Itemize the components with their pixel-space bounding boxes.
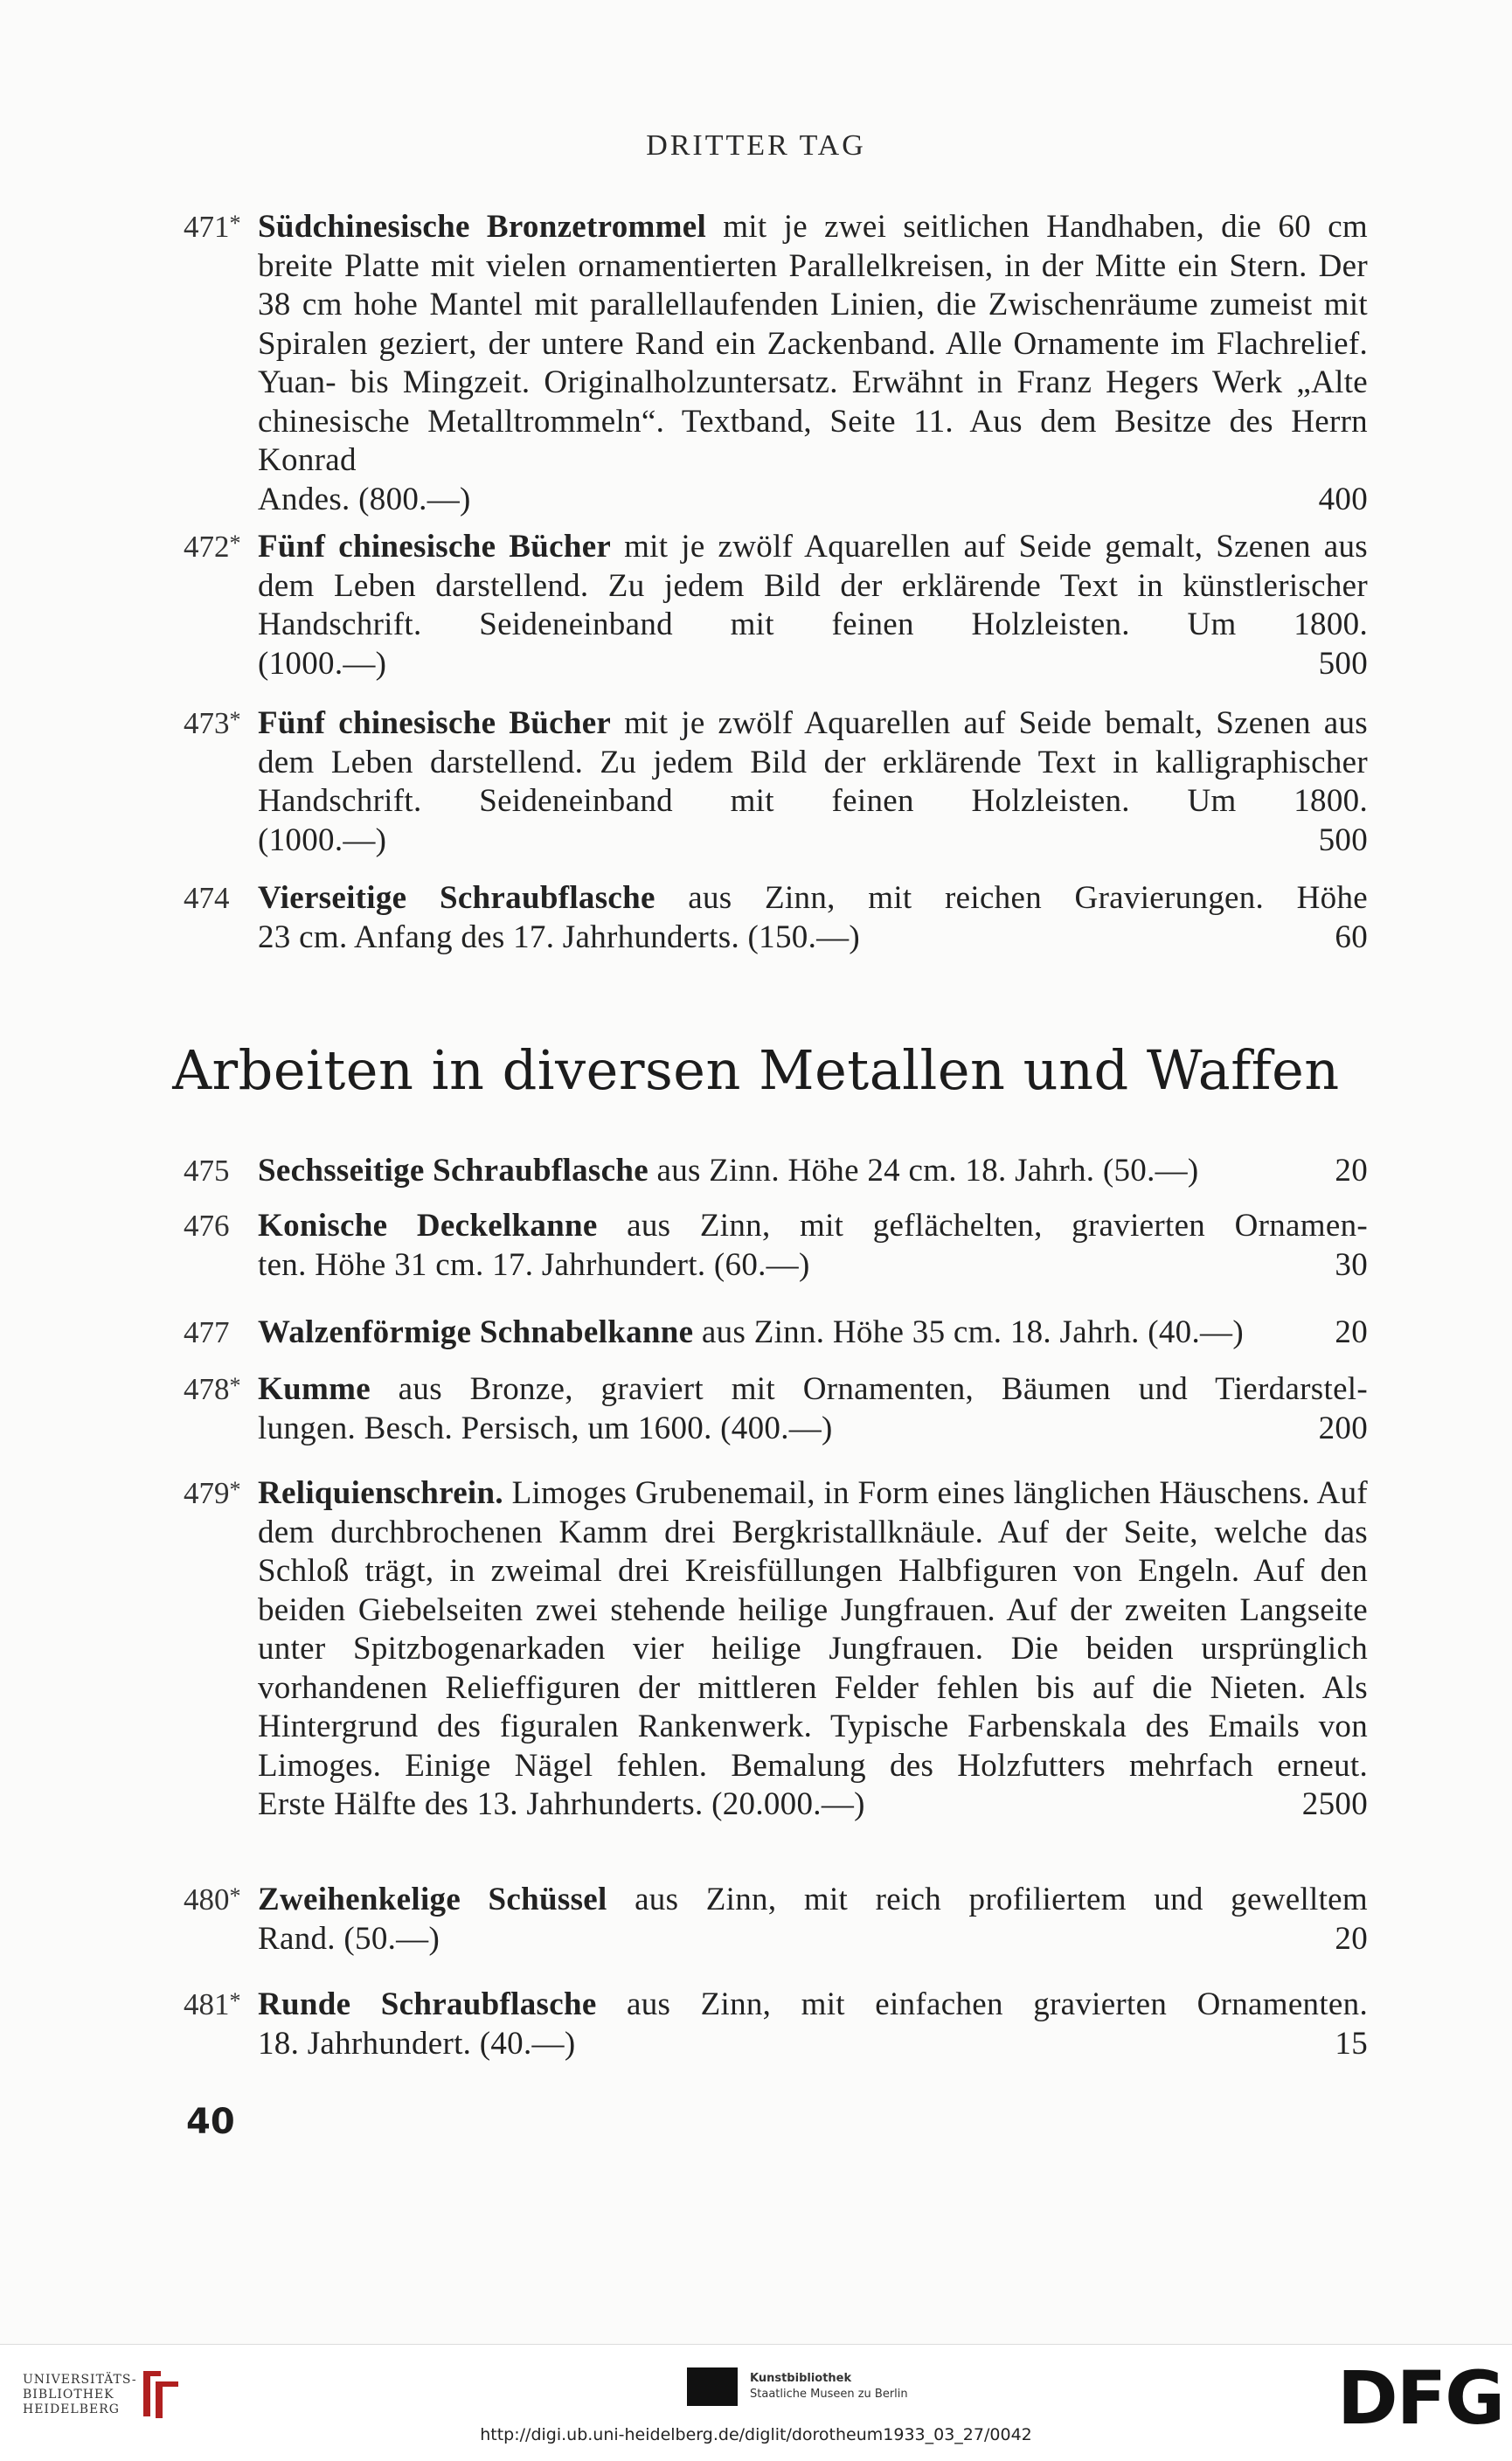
lot-title: Walzenförmige Schnabelkanne: [258, 1314, 694, 1350]
lot-last-line: [258, 1314, 1368, 1353]
lot-text-body: mit je zwölf Aquarellen auf Seide gemalt, Szenen aus dem Leben darstellend. Zu jedem Bild der erklärende Text in künstlerischer Handschrift. Seideneinband mit feinen Holzleisten. Um 1800.: [258, 529, 1369, 642]
lot-description: [258, 704, 1368, 860]
lot-last-line-text: Andes. (800.—): [258, 481, 471, 517]
ub-logo-line: HEIDELBERG: [23, 2402, 120, 2416]
lot-number: [184, 1314, 253, 1353]
lot-last-line-text: Rand. (50.—): [258, 1920, 440, 1957]
catalog-entry: [184, 1370, 1368, 1448]
lot-last-line: [258, 481, 1368, 520]
lot-text: [258, 1370, 1368, 1410]
lot-text-body: aus Zinn, mit einfachen gravierten Ornamenten.: [596, 1986, 1368, 2022]
lot-description: [258, 1881, 1368, 1958]
lot-price: 2500: [1301, 1786, 1368, 1822]
lot-number-value: 473: [184, 706, 230, 740]
lot-number: [184, 208, 253, 247]
lot-price: 400: [1318, 481, 1368, 517]
lot-number-value: 472: [184, 530, 230, 564]
lot-star-mark: *: [229, 1883, 241, 1909]
catalog-entry: [184, 1474, 1368, 1825]
dfg-logo: DFG: [1337, 2355, 1504, 2441]
lot-star-mark: *: [229, 707, 241, 732]
lot-description: [258, 528, 1368, 683]
lot-star-mark: *: [229, 1477, 241, 1502]
lot-title: Runde Schraubflasche: [258, 1986, 597, 2022]
lot-price: 20: [1335, 1920, 1368, 1957]
lot-star-mark: *: [229, 1373, 241, 1398]
lot-last-line-text: 23 cm. Anfang des 17. Jahrhunderts. (150.—): [258, 919, 861, 955]
ub-heidelberg-logo[interactable]: [23, 2373, 137, 2417]
lot-number-value: 477: [184, 1315, 230, 1349]
lot-title: Zweihenkelige Schüssel: [258, 1882, 607, 1917]
lot-price: 60: [1335, 919, 1368, 955]
lot-text-body: aus Zinn, mit reichen Gravierungen. Höhe: [655, 880, 1368, 916]
lot-title: Kumme: [258, 1371, 371, 1407]
lot-price: 500: [1318, 821, 1368, 858]
catalog-entry: [184, 1207, 1368, 1285]
lot-price: 500: [1318, 645, 1368, 682]
lot-description: [258, 1986, 1368, 2063]
catalog-entry: [184, 528, 1368, 683]
running-head: DRITTER TAG: [646, 129, 866, 162]
lot-last-line: [258, 2025, 1368, 2064]
lot-last-line: [258, 1246, 1368, 1286]
lot-text-body: aus Bronze, graviert mit Ornamenten, Bäumen und Tierdarstel-: [370, 1371, 1368, 1407]
ub-heidelberg-mark-icon: [138, 2367, 184, 2422]
lot-number: [184, 528, 253, 567]
lot-title: Konische Deckelkanne: [258, 1208, 598, 1244]
lot-last-line-text: 18. Jahrhundert. (40.—): [258, 2025, 576, 2062]
lot-title: Reliquienschrein.: [258, 1475, 503, 1511]
lot-description: [258, 1370, 1368, 1448]
lot-description: [258, 1474, 1368, 1825]
catalog-entry: [184, 208, 1368, 519]
catalog-entry: [184, 1881, 1368, 1958]
lot-number-value: 479: [184, 1476, 230, 1510]
lot-number: [184, 1207, 253, 1246]
lot-text: [258, 208, 1368, 481]
lot-description: [258, 879, 1368, 957]
lot-last-line-text: ten. Höhe 31 cm. 17. Jahrhundert. (60.—): [258, 1246, 810, 1283]
lot-last-line-text: lungen. Besch. Persisch, um 1600. (400.—): [258, 1410, 833, 1446]
lot-last-line: [258, 1410, 1368, 1449]
lot-price: 20: [1335, 1153, 1368, 1189]
lot-text-body: aus Zinn, mit reich profiliertem und gewelltem: [607, 1882, 1368, 1917]
kunstbibliothek-label: [750, 2371, 908, 2402]
lot-star-mark: *: [229, 1988, 241, 2014]
catalog-entry: [184, 1986, 1368, 2063]
lot-last-line: [258, 821, 1368, 861]
lot-last-line-text: Erste Hälfte des 13. Jahrhunderts. (20.000.—): [258, 1786, 865, 1822]
lot-number-value: 475: [184, 1154, 230, 1188]
lot-number-value: 476: [184, 1209, 230, 1243]
lot-title: Südchinesische Bronzetrommel: [258, 209, 707, 245]
lot-title: Sechsseitige Schraubflasche: [258, 1153, 648, 1189]
lot-number: [184, 879, 253, 919]
lot-price: 200: [1318, 1410, 1368, 1446]
lot-title: Fünf chinesische Bücher: [258, 705, 612, 741]
lot-number-value: 471: [184, 210, 230, 244]
catalog-entry: [184, 1152, 1368, 1191]
lot-number: [184, 1881, 253, 1920]
lot-text: [258, 879, 1368, 919]
footer-bar: [0, 2344, 1512, 2461]
lot-title: Vierseitige Schraubflasche: [258, 880, 655, 916]
lot-star-mark: *: [229, 211, 241, 236]
lot-last-line: [258, 645, 1368, 684]
lot-number: [184, 1986, 253, 2025]
lot-number-value: 478: [184, 1372, 230, 1406]
lot-price: 15: [1335, 2025, 1368, 2062]
lot-last-line: [258, 1152, 1368, 1191]
lot-text-body: mit je zwölf Aquarellen auf Seide bemalt, Szenen aus dem Leben darstellend. Zu jedem Bild der erklärende Text in kalligraphischer Handschrift. Seideneinband mit feinen Holzleisten. Um 1800.: [258, 705, 1369, 819]
kunstbibliothek-title: Kunstbibliothek: [750, 2372, 852, 2385]
lot-price: 30: [1335, 1246, 1368, 1283]
permalink-url[interactable]: http://digi.ub.uni-heidelberg.de/diglit/dorotheum1933_03_27/0042: [480, 2425, 1032, 2444]
lot-number: [184, 1152, 253, 1191]
lot-text: [258, 528, 1368, 645]
lot-text: [258, 704, 1368, 821]
lot-title: Fünf chinesische Bücher: [258, 529, 612, 565]
lot-number-value: 480: [184, 1882, 230, 1917]
lot-number: [184, 1474, 253, 1514]
lot-number-value: 481: [184, 1987, 230, 2021]
kunstbibliothek-subtitle: Staatliche Museen zu Berlin: [750, 2388, 908, 2401]
lot-text: [258, 1881, 1368, 1920]
lot-text-body: Limoges Grubenemail, in Form eines länglichen Häuschens. Auf dem durchbrochenen Kamm drei Bergkristallknäule. Auf der Seite, welche das Schloß trägt, in zweimal drei Kreisfüllungen Halbfiguren von Engeln. Auf den beiden Giebelseiten zwei stehende heilige Jungfrauen. Auf der zweiten Langseite unter Spitzbogenarkaden vier heilige Jungfrauen. Die beiden ursprünglich vorhandenen Relieffiguren der mittleren Felder fehlen bis auf die Nieten. Als Hintergrund des figuralen Rankenwerk. Typische Farbenskala des Emails von Limoges. Einige Nägel fehlen. Bemalung des Holzfutters mehrfach erneut.: [258, 1475, 1368, 1784]
lot-last-line-text: aus Zinn. Höhe 35 cm. 18. Jahrh. (40.—): [693, 1314, 1244, 1350]
ub-logo-line: BIBLIOTHEK: [23, 2388, 114, 2402]
lot-star-mark: *: [229, 530, 241, 556]
lot-line-left: [258, 1152, 1199, 1191]
lot-description: [258, 1207, 1368, 1285]
page-number: 40: [186, 2102, 235, 2142]
lot-number-value: 474: [184, 881, 230, 915]
lot-line-left: [258, 1314, 1244, 1353]
lot-text: [258, 1986, 1368, 2025]
lot-text: [258, 1207, 1368, 1246]
lot-last-line: [258, 1785, 1368, 1825]
lot-description: [258, 1314, 1368, 1353]
catalog-entry: [184, 704, 1368, 860]
lot-text-body: aus Zinn, mit geflächelten, gravierten Ornamen-: [597, 1208, 1368, 1244]
lot-last-line: [258, 1920, 1368, 1959]
ub-logo-line: UNIVERSITÄTS-: [23, 2373, 137, 2387]
lot-text-body: mit je zwei seitlichen Handhaben, die 60 cm breite Platte mit vielen ornamentierten Parallelkreisen, in der Mitte ein Stern. Der 38 cm hohe Mantel mit parallellaufenden Linien, die Zwischenräume zumeist mit Spiralen geziert, der untere Rand ein Zackenband. Alle Ornamente im Flachrelief. Yuan- bis Mingzeit. Originalholzuntersatz. Erwähnt in Franz Hegers Werk „Alte chinesische Metalltrommeln“. Textband, Seite 11. Aus dem Besitze des Herrn Konrad: [258, 209, 1369, 478]
section-heading: Arbeiten in diversen Metallen und Waffen: [172, 1038, 1340, 1102]
lot-last-line-text: (1000.—): [258, 821, 387, 858]
lot-description: [258, 1152, 1368, 1191]
lot-last-line-text: (1000.—): [258, 645, 387, 682]
kunstbibliothek-logo-icon: [687, 2367, 738, 2406]
catalog-entry: [184, 879, 1368, 957]
lot-text: [258, 1474, 1368, 1785]
lot-price: 20: [1335, 1314, 1368, 1350]
lot-number: [184, 704, 253, 744]
catalog-entry: [184, 1314, 1368, 1353]
lot-last-line: [258, 919, 1368, 958]
lot-last-line-text: aus Zinn. Höhe 24 cm. 18. Jahrh. (50.—): [648, 1153, 1199, 1189]
lot-number: [184, 1370, 253, 1410]
lot-description: [258, 208, 1368, 519]
